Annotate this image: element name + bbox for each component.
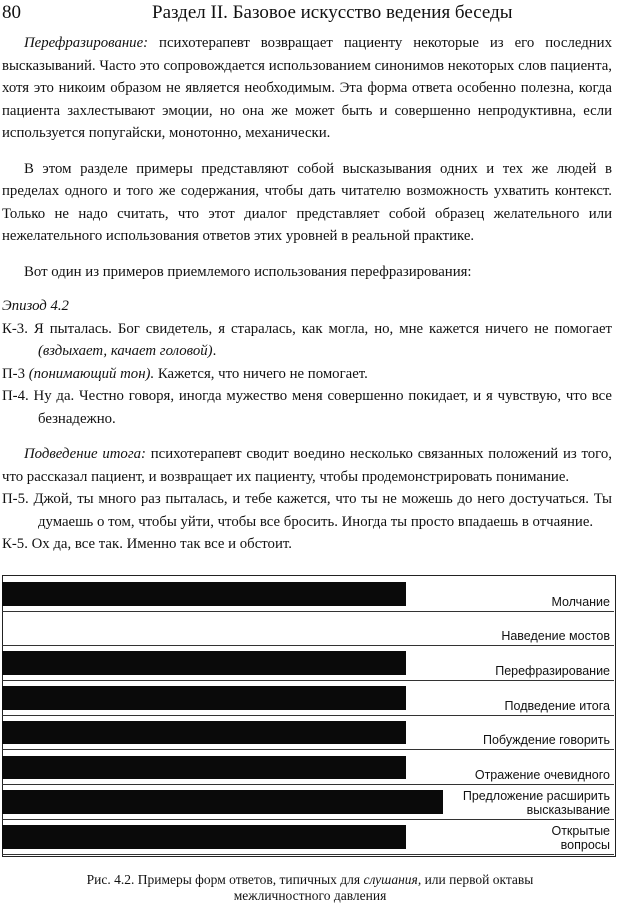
figure-row-label [551, 824, 610, 852]
figure-row-label-line: Перефразирование [495, 664, 610, 679]
figure-row-label-line: высказывание [526, 802, 610, 817]
paragraph-example-lead: Вот один из примеров приемлемого использования перефразирования: [24, 263, 472, 280]
figure-bar [2, 651, 406, 675]
figure-caption [0, 872, 620, 904]
figure-row-label-line: Побуждение говорить [483, 733, 610, 748]
caption-line1-pre: Рис. 4.2. Примеры форм ответов, типичных для [86, 872, 364, 887]
k3-end: . [212, 343, 217, 359]
figure-row [2, 612, 614, 647]
dialogue-line-p3 [2, 363, 612, 386]
page-header [2, 2, 614, 26]
paragraph-paraphrasing [2, 32, 612, 145]
figure-response-forms [2, 575, 616, 857]
episode-heading: Эпизод 4.2 [2, 298, 69, 314]
term-summarizing: Подведение итога: [24, 446, 146, 462]
figure-row-label-line: Молчание [551, 594, 610, 609]
dialogue-line-p5: П-5. Джой, ты много раз пыталась, и тебе кажется, что ты не можешь до него достучаться. Ты думаешь о том, чтобы уйти, чтобы все бросить. Иногда ты просто впадаешь в отчаяние. [2, 491, 612, 530]
paragraph-examples-intro: В этом разделе примеры представляют собой высказывания одних и тех же людей в пределах одного и того же содержания, чтобы дать читателю возможность ухватить контекст. Только не надо считать, что этот диалог представляет собой образец желательного или нежелательного использования ответов этих уровней в реальной практике. [2, 160, 612, 244]
figure-bar [2, 686, 406, 710]
dialogue-line-k5: К-5. Ох да, все так. Именно так все и обстоит. [2, 536, 292, 552]
figure-row-label-line: Отражение очевидного [474, 768, 610, 783]
figure-bar [2, 790, 443, 814]
paraphrasing-definition: психотерапевт возвращает пациенту некоторые из его последних высказываний. Часто это сопровождается использованием синонимов некоторых слов пациента, хотя это никоим образом не является необходимым. Эта форма ответа особенно полезна, когда пациента захлестывают эмоции, но она же может быть и совершенно непродуктивна, если используется попугайски, монотонно, механически. [2, 35, 612, 141]
figure-row-label [551, 595, 610, 609]
figure-row [2, 785, 614, 820]
figure-bar [2, 582, 406, 606]
figure-row [2, 646, 614, 681]
dialogue-line-p4: П-4. Ну да. Честно говоря, иногда мужество меня совершенно покидает, и я чувствую, что все безнадежно. [2, 388, 612, 427]
p3-text: Кажется, что ничего не помогает. [154, 365, 368, 382]
figure-row-label-line: Открытые [551, 823, 610, 838]
running-title: Раздел II. Базовое искусство ведения беседы [152, 2, 513, 23]
caption-line2: межличностного давления [233, 888, 387, 903]
p3-speaker: П-3 [2, 365, 29, 382]
figure-row [2, 681, 614, 716]
figure-row-label-line: Подведение итога [504, 698, 610, 713]
figure-row-label-line: вопросы [560, 837, 610, 852]
figure-row [2, 577, 614, 612]
caption-line1-post: или первой октавы [421, 872, 534, 887]
figure-row-label [475, 768, 610, 782]
figure-row-label [505, 699, 610, 713]
paragraph-summarizing [2, 443, 612, 488]
figure-row-label [483, 733, 610, 747]
p3-stage-note: (понимающий тон). [28, 365, 155, 382]
body-text [2, 32, 612, 556]
dialogue-line-k3 [2, 318, 612, 363]
caption-line1-italic: слушания, [363, 872, 422, 887]
k3-stage-note: (вздыхает, качает головой) [38, 343, 213, 359]
figure-bar [2, 756, 406, 780]
page-number: 80 [2, 2, 21, 23]
summarizing-definition: психотерапевт сводит воедино несколько связанных положений из того, что рассказал пациент, и возвращает их пациенту, чтобы продемонстрировать понимание. [2, 446, 612, 485]
term-paraphrasing: Перефразирование: [24, 35, 149, 51]
figure-row [2, 716, 614, 751]
figure-bar [2, 721, 406, 745]
figure-row-label-line: Предложение расширить [462, 788, 610, 803]
k3-text: К-3. Я пыталась. Бог свидетель, я старалась, как могла, но, мне кажется ничего не помогает [2, 320, 612, 337]
figure-row [2, 751, 614, 786]
figure-row-label [463, 789, 610, 817]
figure-row-label-line: Наведение мостов [501, 629, 610, 644]
figure-bar [2, 825, 406, 849]
figure-row-label [501, 629, 610, 643]
figure-row-label [495, 664, 610, 678]
figure-row [2, 820, 614, 855]
